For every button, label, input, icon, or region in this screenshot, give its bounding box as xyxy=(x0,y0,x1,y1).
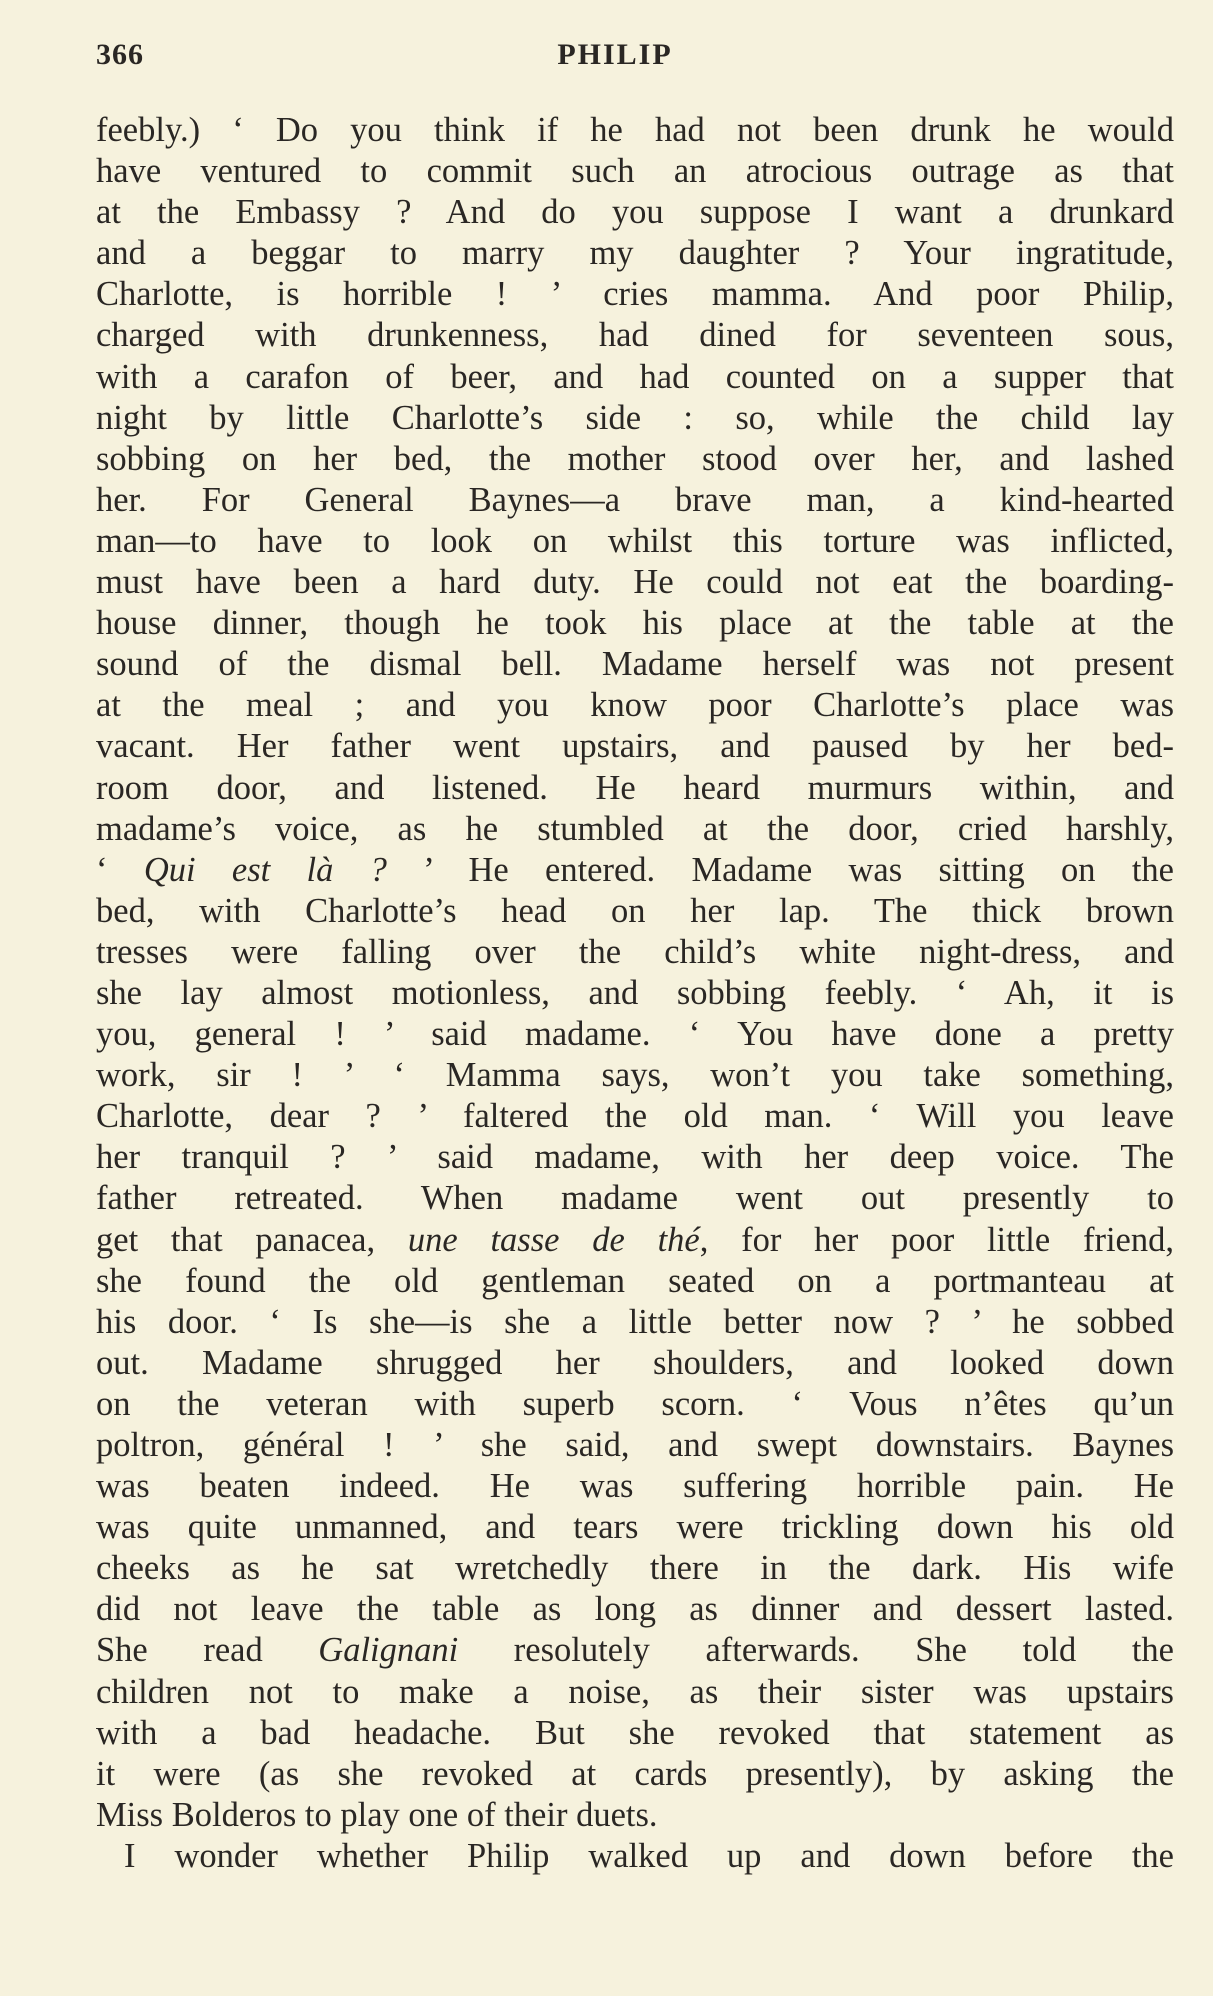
text-segment: her. For General Baynes—a brave man, a kind-hearted xyxy=(96,480,1174,519)
text-line xyxy=(96,480,1174,521)
text-line xyxy=(96,357,1174,398)
text-segment: tresses were falling over the child’s white night-dress, and xyxy=(96,932,1174,971)
text-segment: did not leave the table as long as dinner and dessert lasted. xyxy=(96,1590,1174,1629)
text-line xyxy=(96,398,1174,439)
text-segment: it were (as she revoked at cards presently), by asking the xyxy=(96,1754,1174,1793)
page-header xyxy=(96,38,1174,78)
text-segment: was beaten indeed. He was suffering horrible pain. He xyxy=(96,1467,1174,1506)
text-line xyxy=(96,644,1174,685)
text-segment: night by little Charlotte’s side : so, while the child lay xyxy=(96,398,1174,437)
text-segment: her tranquil ? ’ said madame, with her deep voice. The xyxy=(96,1138,1174,1177)
text-line xyxy=(96,973,1174,1014)
text-line xyxy=(96,1507,1174,1548)
text-line xyxy=(96,1795,1174,1836)
text-segment: She read xyxy=(96,1631,319,1670)
text-line xyxy=(96,726,1174,767)
text-segment: at the Embassy ? And do you suppose I want a drunkard xyxy=(96,193,1174,232)
text-segment: resolutely afterwards. She told the xyxy=(458,1631,1174,1670)
text-line xyxy=(96,809,1174,850)
text-segment: sobbing on her bed, the mother stood over her, and lashed xyxy=(96,439,1174,478)
text-segment: bed, with Charlotte’s head on her lap. The thick brown xyxy=(96,891,1174,930)
text-line xyxy=(96,1302,1174,1343)
text-segment: father retreated. When madame went out presently to xyxy=(96,1179,1174,1218)
text-segment: work, sir ! ’ ‘ Mamma says, won’t you take something, xyxy=(96,1056,1174,1095)
text-segment: house dinner, though he took his place at the table at the xyxy=(96,604,1174,643)
text-line xyxy=(96,1713,1174,1754)
text-segment: room door, and listened. He heard murmurs within, and xyxy=(96,768,1174,807)
text-line xyxy=(96,192,1174,233)
text-line xyxy=(96,151,1174,192)
text-segment: she found the old gentleman seated on a portmanteau at xyxy=(96,1261,1174,1300)
text-segment: sound of the dismal bell. Madame herself was not present xyxy=(96,645,1174,684)
italic-text: Galignani xyxy=(318,1631,459,1670)
text-segment: must have been a hard duty. He could not eat the boarding- xyxy=(96,563,1174,602)
text-line xyxy=(96,233,1174,274)
text-line xyxy=(96,1220,1174,1261)
text-line xyxy=(96,891,1174,932)
text-line xyxy=(96,1014,1174,1055)
text-line xyxy=(96,1466,1174,1507)
text-line xyxy=(96,1137,1174,1178)
text-segment: , for her poor little friend, xyxy=(699,1220,1174,1259)
text-line xyxy=(96,110,1174,151)
text-line xyxy=(96,1589,1174,1630)
text-segment: on the veteran with superb scorn. ‘ Vous n’êtes qu’un xyxy=(96,1384,1174,1423)
text-line xyxy=(96,1425,1174,1466)
text-segment: I wonder whether Philip walked up and down before the xyxy=(124,1836,1174,1875)
text-line xyxy=(96,850,1174,891)
text-line xyxy=(96,1096,1174,1137)
text-line xyxy=(96,768,1174,809)
text-line xyxy=(96,1630,1174,1671)
text-line xyxy=(96,1178,1174,1219)
text-line xyxy=(96,1672,1174,1713)
italic-text: Qui est là ? xyxy=(143,850,387,889)
text-segment: have ventured to commit such an atrocious outrage as that xyxy=(96,152,1174,191)
text-segment: madame’s voice, as he stumbled at the door, cried harshly, xyxy=(96,809,1174,848)
text-segment: ‘ xyxy=(96,850,144,889)
text-segment: was quite unmanned, and tears were trickling down his old xyxy=(96,1508,1174,1547)
text-line xyxy=(96,274,1174,315)
text-segment: Miss Bolderos to play one of their duets. xyxy=(96,1795,658,1834)
text-segment: and a beggar to marry my daughter ? Your ingratitude, xyxy=(96,234,1174,273)
text-segment: Charlotte, dear ? ’ faltered the old man. ‘ Will you leave xyxy=(96,1097,1174,1136)
text-segment: she lay almost motionless, and sobbing feebly. ‘ Ah, it is xyxy=(96,973,1174,1012)
body-text xyxy=(96,110,1174,1877)
text-segment: Charlotte, is horrible ! ’ cries mamma. And poor Philip, xyxy=(96,275,1174,314)
text-line xyxy=(96,932,1174,973)
text-segment: get that panacea, xyxy=(96,1220,408,1259)
text-segment: his door. ‘ Is she—is she a little better now ? ’ he sobbed xyxy=(96,1302,1174,1341)
text-segment: out. Madame shrugged her shoulders, and looked down xyxy=(96,1343,1174,1382)
text-segment: man—to have to look on whilst this torture was inflicted, xyxy=(96,521,1174,560)
running-title: PHILIP xyxy=(557,38,673,71)
text-line xyxy=(96,1836,1174,1877)
text-segment: children not to make a noise, as their sister was upstairs xyxy=(96,1672,1174,1711)
text-segment: ’ He entered. Madame was sitting on the xyxy=(386,850,1174,889)
text-segment: charged with drunkenness, had dined for seventeen sous, xyxy=(96,316,1174,355)
italic-text: une tasse de thé xyxy=(407,1220,700,1259)
text-line xyxy=(96,685,1174,726)
text-line xyxy=(96,1261,1174,1302)
text-line xyxy=(96,1754,1174,1795)
text-line xyxy=(96,315,1174,356)
text-line xyxy=(96,1343,1174,1384)
text-line xyxy=(96,439,1174,480)
text-line xyxy=(96,562,1174,603)
text-line xyxy=(96,1548,1174,1589)
text-segment: vacant. Her father went upstairs, and paused by her bed- xyxy=(96,727,1174,766)
text-segment: feebly.) ‘ Do you think if he had not been drunk he would xyxy=(96,111,1174,149)
text-line xyxy=(96,1384,1174,1425)
text-segment: at the meal ; and you know poor Charlotte’s place was xyxy=(96,686,1174,725)
text-segment: you, general ! ’ said madame. ‘ You have done a pretty xyxy=(96,1015,1174,1054)
text-line xyxy=(96,521,1174,562)
text-line xyxy=(96,1055,1174,1096)
text-line xyxy=(96,603,1174,644)
text-segment: with a bad headache. But she revoked that statement as xyxy=(96,1713,1174,1752)
text-segment: cheeks as he sat wretchedly there in the dark. His wife xyxy=(96,1549,1174,1588)
text-segment: with a carafon of beer, and had counted on a supper that xyxy=(96,357,1174,396)
text-segment: poltron, général ! ’ she said, and swept downstairs. Baynes xyxy=(96,1426,1174,1464)
page-number: 366 xyxy=(96,38,144,71)
